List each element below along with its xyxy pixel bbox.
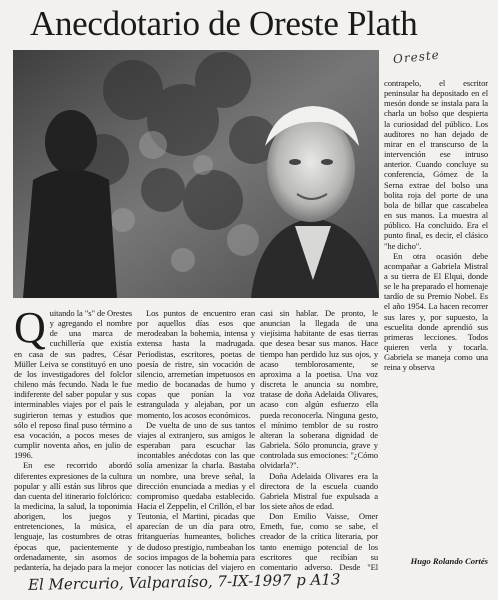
- paragraph: contrapelo, el escritor peninsular ha depositado en el mesón donde se instala para la charla un bolso que despierta la curiosidad del público. Los auditores no han dejado de mirar en el transcurso de la intervención ese intruso anterior. Cuando concluye su conferencia, Gómez de la Serna extrae del bolso una bolita roja del porte de una bola de billar que cascabelea en sus manos. La muestra al público. Ha concluido. Era el punto final, es decir, el clásico "he dicho".: [384, 78, 488, 251]
- photo-illustration: [13, 50, 379, 298]
- paragraph: Don Emilio Vaisse, Omer Emeth, fue, como se sabe, el creador de la crítica literaria, por tanto enemigo potencial de los escritores que recibían su comentario adverso. Desde "El: [260, 511, 378, 572]
- portrait-photo: [13, 50, 379, 298]
- paragraph: En otra ocasión debe acompañar a Gabriela Mistral a su tierra de El Elqui, donde se le ha preparado el homenaje tardío de su Premio Nobel. Es el año 1954. La hacen recorrer sus lares y, por supuesto, la escuelita donde aprendió sus primeras lecciones. Todos quieren verla y tocarla. Gabriela se maneja como una reina y observa: [384, 250, 488, 373]
- paragraph: En ese recorrido abordó diferentes expresiones de la cultura popular y allí están sus libros que dan cuenta del itinerario folclórico: la medicina, la salud, la toponimia aborigen, los juegos y entretenciones, la música, el lenguaje, las costumbres de otras épocas que, pacientemente y ordenadamente, sin asomos de pedantería, ha dejado para la mejor: [14, 460, 132, 572]
- paragraph: casi sin hablar. De pronto, le anuncian la llegada de una viejísima habitante de esas tierras que desea besar sus manos. Hace tiempo han perdido luz sus ojos, y acaso temblorosamente, se aproxima a la poetisa. Una voz discreta le anuncia su nombre, tratase de doña Adelaida Olivares, acaso con algún esfuerzo ella pueda reconocerla. Ninguna gesto, el mínimo temblor de su rostro alteran la soberana dignidad de Gabriela. Sólo pronuncia, grave y controlada sus emociones: "¿Cómo olvidarla?".: [260, 308, 378, 471]
- byline: Hugo Rolando Cortés: [410, 556, 488, 566]
- handwritten-annotation: Oreste: [392, 47, 441, 67]
- paragraph: Los puntos de encuentro eran por aquellos días esos que merodeaban la bohemia, intensa y extensa hasta la madrugada. Periodistas, escritores, poetas de poesía de ristre, sin vocación de silencio, arremetían impetuosos en medio de bocanadas de humo y copas que ponían la voz estrangulada y alejaban, por un momento, los acosos económicos.: [137, 308, 255, 420]
- headline: Anecdotario de Oreste Plath: [30, 4, 418, 43]
- article-column-4: [384, 78, 488, 566]
- article-column-3: [260, 308, 378, 574]
- paragraph: Doña Adelaida Olivares era la directora de la escuela cuando Gabriela Mistral fue expulsada a los siete años de edad.: [260, 470, 378, 511]
- paragraph: De vuelta de uno de sus tantos viajes al extranjero, sus amigos le esperaban para escuchar las incontables anécdotas con las que solía amenizar la charla. Bastaba un nombre, una breve señal, la dirección enunciada a medias y el compromiso quedaba establecido. Hacia el Zeppelin, el Crillón, el bar Teutonia, el Martini, picadas que aparecían de un día para otro, fritanguerías humeantes, boliches de dudoso prestigio, rumbeaban los socios impagos de la bohemia para conocer las noticias del viajero en: [137, 419, 255, 572]
- drop-cap: Q: [14, 308, 46, 352]
- article-column-1: [14, 308, 132, 574]
- handwritten-source-note: El Mercurio, Valparaíso, 7-IX-1997 p A13: [27, 570, 341, 594]
- article-column-2: [137, 308, 255, 574]
- paragraph: uitando la "s" de Orestes y agregando el nombre de una marca de cuchillería que existía en casa de sus padres, César Müller Leiva se constituyó en uno de los investigadores del folclor chileno más fecundo. Nada le fue indiferente del saber popular y sus interminables viajes por el país le sugirieron temas y estudios que sólo el reposo final puso término a esa vocación, a pocos meses de cumplir noventa años, en julio de 1996.: [14, 308, 132, 461]
